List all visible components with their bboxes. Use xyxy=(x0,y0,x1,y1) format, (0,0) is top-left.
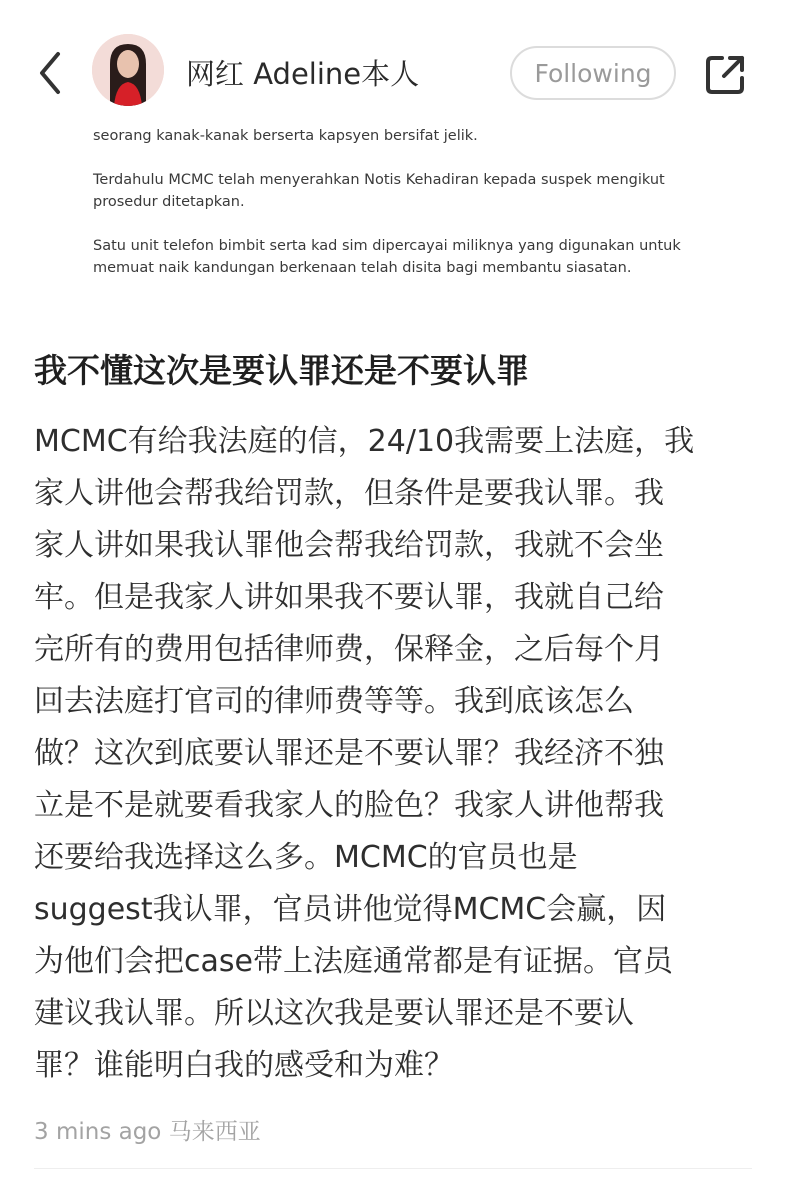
timestamp: 3 mins ago xyxy=(34,1119,162,1145)
share-icon xyxy=(702,50,750,98)
post-body-line: 家人讲他会帮我给罚款，但条件是要我认罪。我 xyxy=(34,476,664,511)
image-text-line: Terdahulu MCMC telah menyerahkan Notis Kehadiran kepada suspek mengikut xyxy=(93,172,665,188)
post-body-line: 为他们会把case带上法庭通常都是有证据。官员 xyxy=(34,944,673,979)
post-body-line: MCMC有给我法庭的信，24/10我需要上法庭，我 xyxy=(34,424,695,459)
post-meta xyxy=(34,1113,261,1146)
image-text-line: prosedur ditetapkan. xyxy=(93,194,245,210)
post-body-line: 罪？谁能明白我的感受和为难？ xyxy=(34,1048,454,1083)
post-body-line: 家人讲如果我认罪他会帮我给罚款，我就不会坐 xyxy=(34,528,664,563)
post-body-line: 建议我认罪。所以这次我是要认罪还是不要认 xyxy=(34,996,634,1031)
divider xyxy=(34,1168,752,1169)
image-text-line: seorang kanak-kanak berserta kapsyen bersifat jelik. xyxy=(93,128,478,144)
back-button[interactable] xyxy=(30,48,70,98)
top-bar xyxy=(0,0,786,120)
post-body-line: 还要给我选择这么多。MCMC的官员也是 xyxy=(34,840,578,875)
post-title: 我不懂这次是要认罪还是不要认罪 xyxy=(34,351,529,390)
image-text-line: Satu unit telefon bimbit serta kad sim dipercayai miliknya yang digunakan untuk xyxy=(93,238,681,254)
location-label[interactable]: 马来西亚 xyxy=(168,1119,261,1145)
post-body-line: 做？这次到底要认罪还是不要认罪？我经济不独 xyxy=(34,736,664,771)
post-body-line: suggest我认罪，官员讲他觉得MCMC会赢，因 xyxy=(34,892,667,927)
post-body-line: 立是不是就要看我家人的脸色？我家人讲他帮我 xyxy=(34,788,664,823)
image-text-line: memuat naik kandungan berkenaan telah disita bagi membantu siasatan. xyxy=(93,260,632,276)
post-body-line: 回去法庭打官司的律师费等等。我到底该怎么 xyxy=(34,684,634,719)
following-button[interactable]: Following xyxy=(510,46,676,100)
post-body-line: 牢。但是我家人讲如果我不要认罪，我就自己给 xyxy=(34,580,664,615)
avatar[interactable] xyxy=(92,34,164,106)
share-button[interactable] xyxy=(702,50,750,98)
username[interactable]: 网红 Adeline本人 xyxy=(186,57,420,91)
post-body-line: 完所有的费用包括律师费，保释金，之后每个月 xyxy=(34,632,664,667)
attached-image[interactable] xyxy=(0,118,786,314)
chevron-left-icon xyxy=(30,48,70,98)
